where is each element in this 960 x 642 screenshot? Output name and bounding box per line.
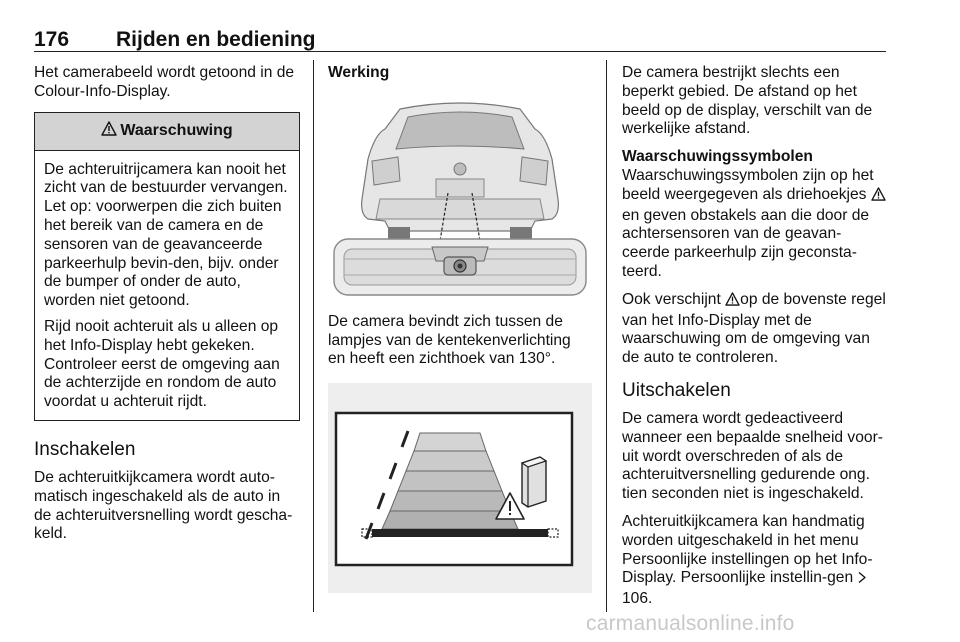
warning-box: [34, 112, 300, 421]
range-paragraph: De camera bestrijkt slechts een beperkt gebied. De afstand op het beeld op de display, verschilt van de werkelijke afstand.: [622, 64, 873, 138]
deactivation-paragraph: De camera wordt gedeactiveerd wanneer een bepaalde snelheid voor-uit wordt overschreden of als de achteruitversnelling gedurende ong. tien seconden niet is ingeschakeld.: [622, 409, 883, 503]
warning-paragraph: Rijd nooit achteruit als u alleen op het Info-Display hebt gekeken. Controleer eerst de omgeving aan de achterzijde en rondom de auto voordat u achteruit rijdt.: [44, 317, 280, 411]
camera-caption: De camera bevindt zich tussen de lampjes van de kentekenverlichting en heeft een zichthoek van 130°.: [328, 312, 571, 368]
column-1: [34, 64, 300, 553]
warning-triangle-icon: [725, 292, 740, 312]
page-header: [34, 26, 886, 52]
page-reference-link[interactable]: 106.: [622, 590, 653, 608]
column-2: [328, 64, 592, 593]
display-warning-paragraph: Ook verschijnt op de bovenste regel van het Info-Display met de waarschuwing om de omgeving van de auto te controleren.: [622, 290, 886, 367]
car-rear-camera-illustration: [330, 89, 590, 299]
camera-display-illustration: [328, 383, 592, 593]
warning-body: [35, 151, 299, 420]
column-divider: [606, 60, 607, 612]
symbols-paragraph: Waarschuwingssymbolen zijn op het beeld weergegeven als driehoekjes en geven obstakels aan die door de achtersensoren van de geavan-ceerde parkeerhulp zijn geconsta-teerd.: [622, 167, 888, 282]
intro-paragraph: Het camerabeeld wordt getoond in de Colour-Info-Display.: [34, 64, 295, 100]
warning-header: [35, 113, 299, 151]
section-heading-inschakelen: Inschakelen: [34, 438, 136, 460]
warning-title: Waarschuwing: [120, 121, 233, 139]
manual-off-paragraph: Achteruitkijkcamera kan handmatig worden uitgeschakeld in het menu Persoonlijke instellingen op het Info-Display. Persoonlijke instellin-gen 106.: [622, 512, 873, 608]
reference-arrow-icon[interactable]: [857, 571, 867, 590]
warning-triangle-icon: [101, 121, 117, 142]
column-divider: [313, 60, 314, 612]
section-heading-uitschakelen: Uitschakelen: [622, 379, 731, 401]
section-heading-waarschuwingssymbolen: Waarschuwingssymbolen: [622, 148, 813, 166]
section-heading-werking: Werking: [328, 64, 390, 81]
page-number: 176: [34, 28, 70, 51]
warning-paragraph: De achteruitrijcamera kan nooit het zicht van de bestuurder vervangen. Let op: voorwerpen die zich buiten het bereik van de camera en de sensoren van de geavanceerde parkeerhulp bevin-den, bijv. onder de bumper of onder de auto, worden niet getoond.: [44, 160, 288, 310]
inschakelen-paragraph: De achteruitkijkcamera wordt auto-matisch ingeschakeld als de auto in de achteruitversnelling wordt gescha-keld.: [34, 468, 293, 543]
chapter-title: Rijden en bediening: [116, 28, 316, 51]
watermark: carmanualsonline.info: [586, 612, 795, 635]
warning-triangle-icon: [871, 187, 886, 207]
column-3: [622, 64, 888, 618]
